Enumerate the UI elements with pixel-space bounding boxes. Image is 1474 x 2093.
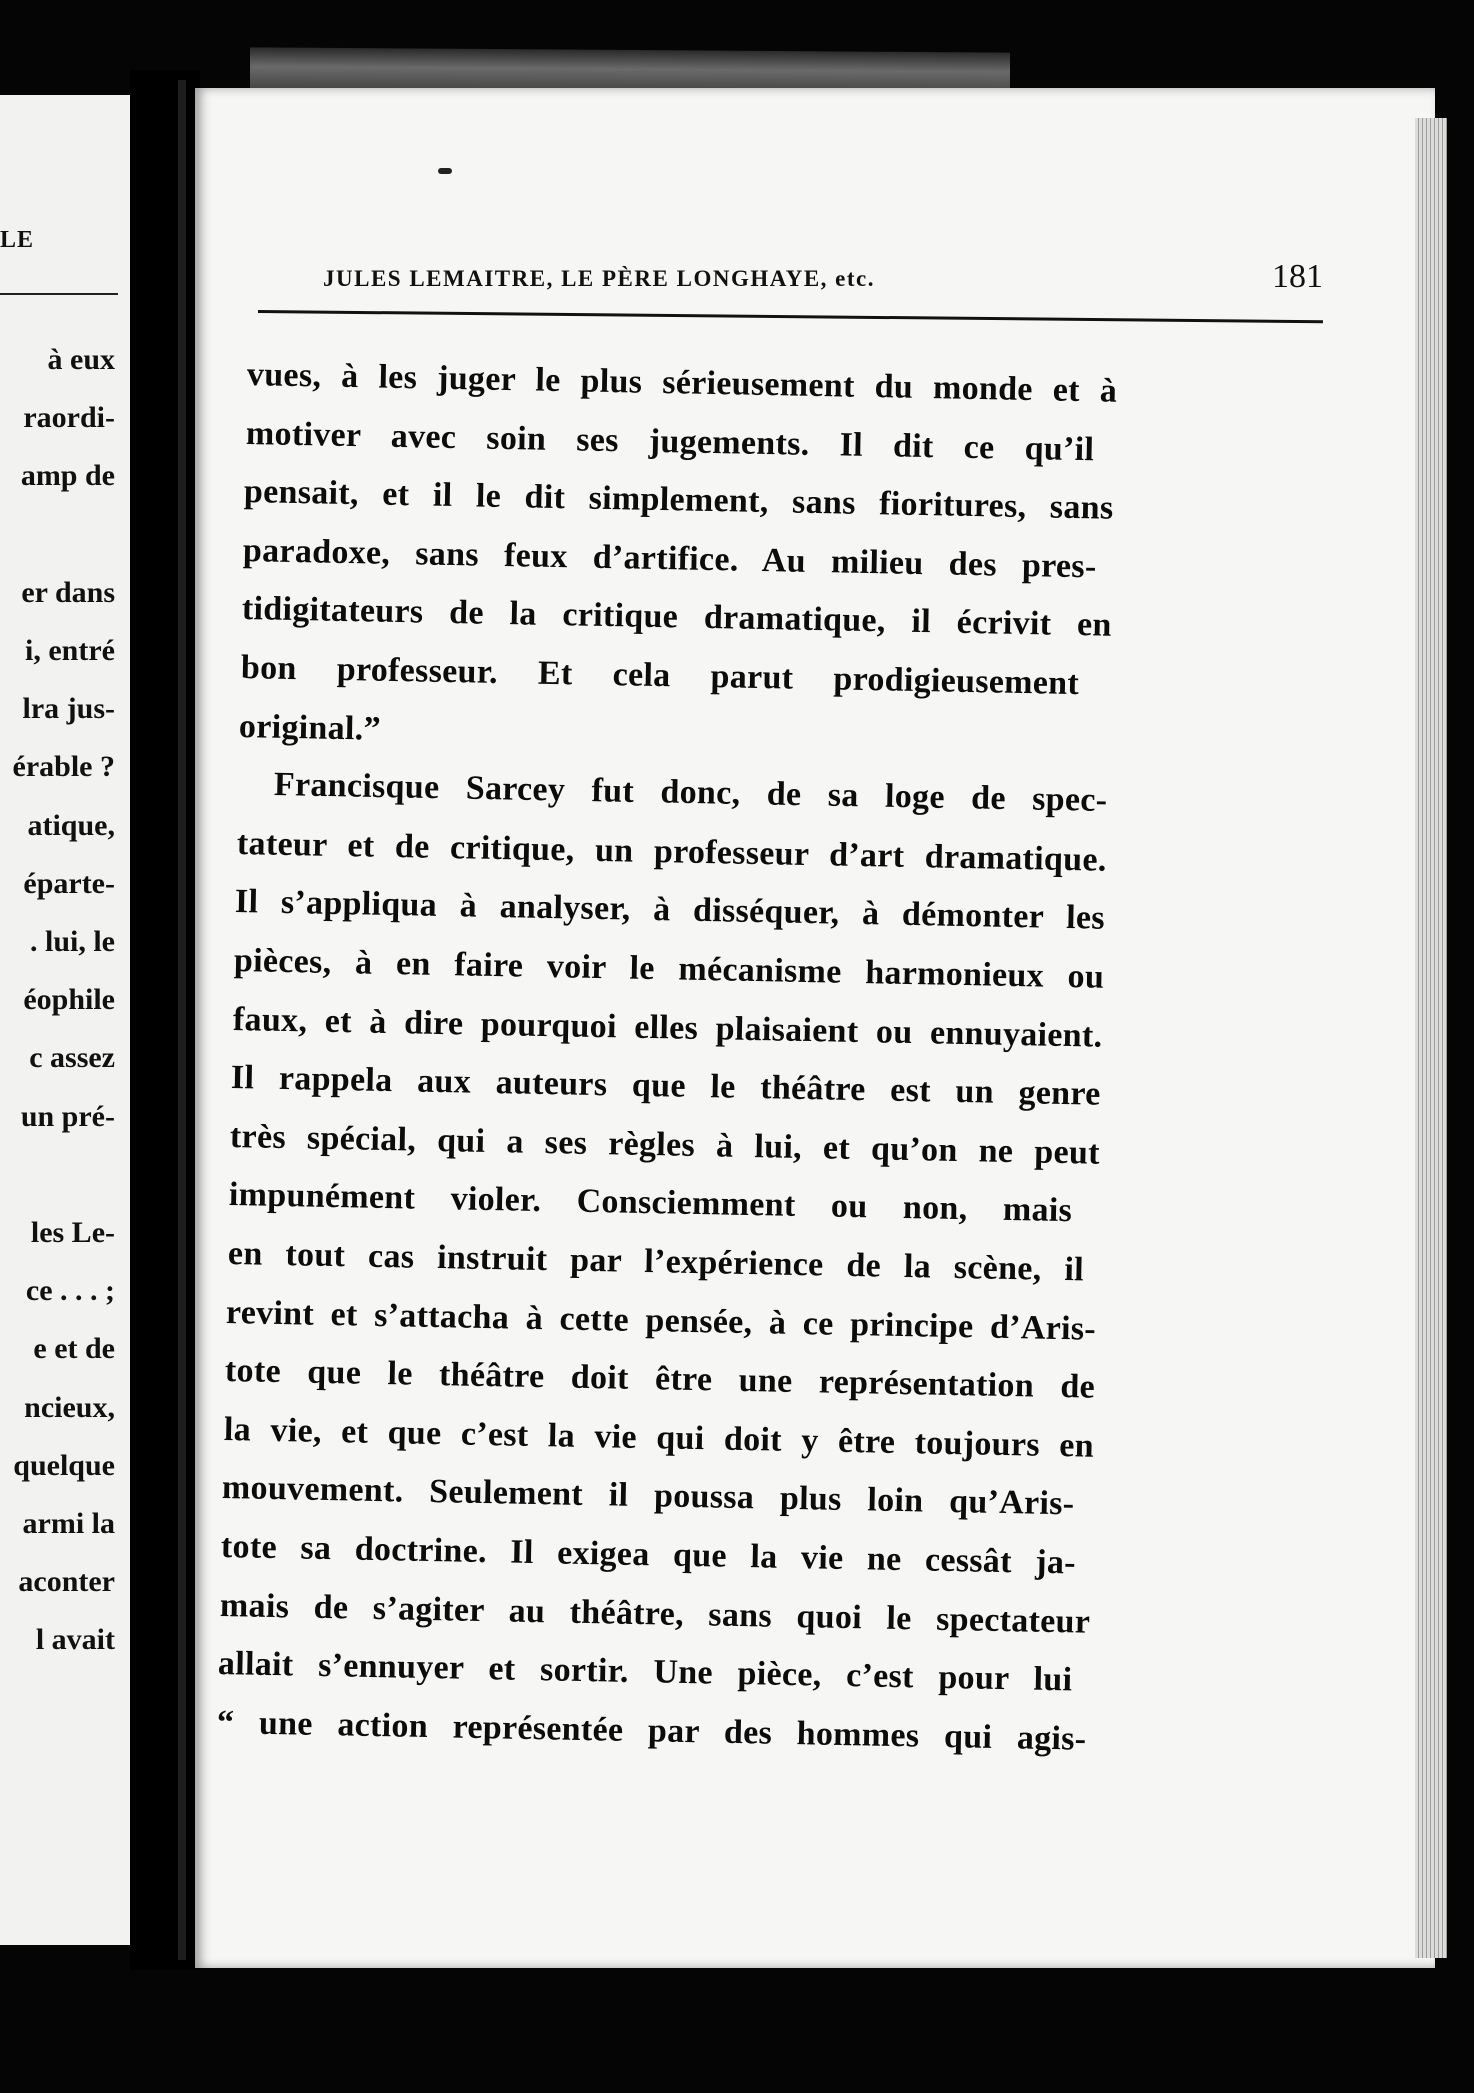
page-edges: [1415, 118, 1447, 1958]
body-line: Il rappela aux auteurs que le théâtre est un genre: [231, 1059, 1102, 1113]
body-line: la vie, et que c’est la vie qui doit y être toujours en: [223, 1410, 1094, 1465]
body-line: tateur et de critique, un professeur d’art dramatique.: [236, 824, 1107, 879]
body-line: vues, à les juger le plus sérieusement du monde et à: [246, 356, 1118, 410]
body-line: Francisque Sarcey fut donc, de sa loge de spec-: [273, 766, 1108, 820]
left-page-line: atique,: [27, 808, 115, 842]
book-spine: [130, 70, 200, 1970]
left-page-line: éophile: [23, 983, 115, 1017]
left-page-line: aconter: [18, 1565, 115, 1599]
body-line: mouvement. Seulement il poussa plus loin qu’Aris-: [221, 1469, 1076, 1523]
body-line: tote sa doctrine. Il exigea que la vie ne cessât ja-: [220, 1528, 1077, 1582]
left-page-line: les Le-: [30, 1216, 115, 1249]
left-page-line: ncieux,: [24, 1390, 115, 1424]
body-line: original.”: [238, 707, 382, 748]
body-line: bon professeur. Et cela parut prodigieusement: [240, 649, 1079, 703]
page-number: 181: [1272, 258, 1323, 295]
body-line: en tout cas instruit par l’expérience de la scène, il: [227, 1235, 1084, 1289]
left-page-line: érable ?: [12, 750, 115, 784]
left-page-line: armi la: [22, 1507, 115, 1540]
left-page-line: quelque: [13, 1448, 115, 1482]
left-page-line: lra jus-: [22, 692, 115, 726]
body-line: pensait, et il le dit simplement, sans fioritures, sans: [244, 473, 1115, 527]
left-page-line: ce . . . ;: [25, 1274, 115, 1308]
body-line: tidigitateurs de la critique dramatique, il écrivit en: [241, 590, 1112, 645]
right-page: [195, 88, 1435, 1968]
body-line: très spécial, qui a ses règles à lui, et qu’on ne peut: [229, 1117, 1101, 1172]
left-page-line: un pré-: [20, 1099, 115, 1133]
left-page-fragment: [0, 95, 130, 1945]
spine-edge: [178, 80, 186, 1960]
body-line: paradoxe, sans feux d’artifice. Au milieu des pres-: [242, 531, 1097, 586]
body-line: impunément violer. Consciemment ou non, mais: [228, 1176, 1073, 1230]
body-line: Il s’appliqua à analyser, à disséquer, à démonter les: [234, 883, 1106, 938]
left-running-head: LE: [0, 227, 35, 253]
running-head-title: JULES LEMAITRE, LE PÈRE LONGHAYE, etc.: [323, 266, 875, 291]
body-line: faux, et à dire pourquoi elles plaisaient ou ennuyaient.: [232, 1000, 1103, 1055]
body-line: revint et s’attacha à cette pensée, à ce principe d’Aris-: [225, 1293, 1097, 1348]
left-page-line: e et de: [33, 1332, 115, 1366]
body-line: pièces, à en faire voir le mécanisme harmonieux ou: [233, 942, 1105, 996]
left-page-line: l avait: [35, 1623, 115, 1657]
left-page-line: éparte-: [23, 866, 115, 900]
body-line: allait s’ennuyer et sortir. Une pièce, c’est pour lui: [218, 1645, 1074, 1699]
body-line: tote que le théâtre doit être une représentation de: [224, 1352, 1096, 1406]
left-page-line: raordi-: [23, 401, 115, 435]
left-page-line: er dans: [21, 575, 115, 609]
body-line: mais de s’agiter au théâtre, sans quoi le spectateur: [219, 1586, 1091, 1641]
left-page-line: amp de: [20, 459, 115, 493]
body-line: “ une action représentée par des hommes qui agis-: [216, 1703, 1087, 1758]
left-head-rule: [0, 293, 118, 295]
left-page-line: à eux: [47, 343, 115, 376]
left-page-line: . lui, le: [29, 925, 115, 958]
body-text: [195, 88, 1435, 1968]
left-page-line: i, entré: [25, 634, 115, 667]
body-line: motiver avec soin ses jugements. Il dit ce qu’il: [245, 414, 1095, 468]
left-page-line: c assez: [29, 1041, 115, 1075]
